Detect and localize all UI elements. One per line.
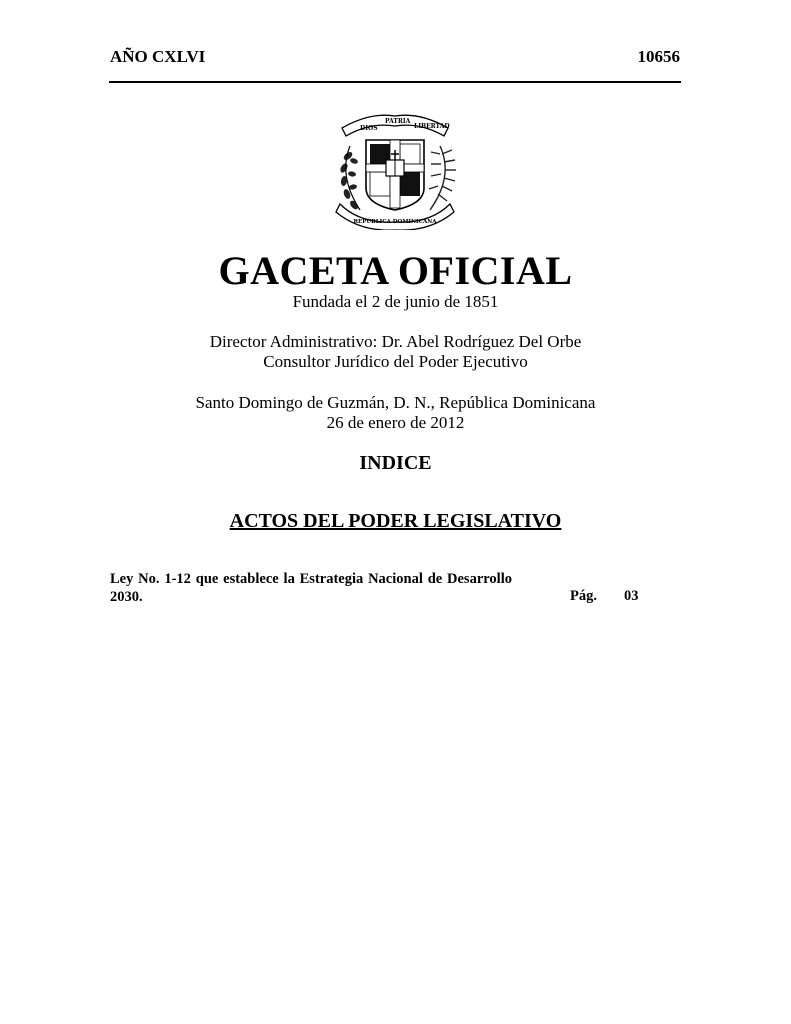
coat-of-arms-icon	[330, 106, 460, 230]
index-entry-page-number: 03	[624, 588, 639, 604]
index-entry-text: Ley No. 1-12 que establece la Estrategia Nacional de Desarrollo 2030.	[110, 571, 512, 605]
country-ribbon-text: REPÚBLICA DOMINICANA	[353, 219, 437, 225]
founded-line: Fundada el 2 de junio de 1851	[292, 292, 499, 311]
gazette-title: GACETA OFICIAL	[218, 248, 573, 293]
motto-center: PATRIA	[385, 118, 411, 125]
director-line: Director Administrativo: Dr. Abel Rodríguez Del Orbe	[209, 332, 582, 351]
director-block	[0, 332, 791, 372]
year-label: AÑO CXLVI	[110, 47, 206, 66]
index-heading: INDICE	[359, 452, 432, 474]
date-line: 26 de enero de 2012	[326, 413, 465, 432]
section-title: ACTOS DEL PODER LEGISLATIVO	[229, 510, 562, 532]
palm-branch	[429, 146, 456, 210]
motto-left: DIOS	[360, 125, 378, 132]
director-role-line: Consultor Jurídico del Poder Ejecutivo	[263, 352, 528, 371]
place-date-block	[0, 393, 791, 433]
place-line: Santo Domingo de Guzmán, D. N., República Dominicana	[195, 393, 596, 412]
index-entry-page-label: Pág.	[570, 588, 597, 604]
laurel-branch	[339, 150, 360, 210]
header-divider	[109, 81, 681, 83]
issue-number: 10656	[637, 47, 680, 66]
motto-right: LIBERTAD	[414, 123, 450, 130]
